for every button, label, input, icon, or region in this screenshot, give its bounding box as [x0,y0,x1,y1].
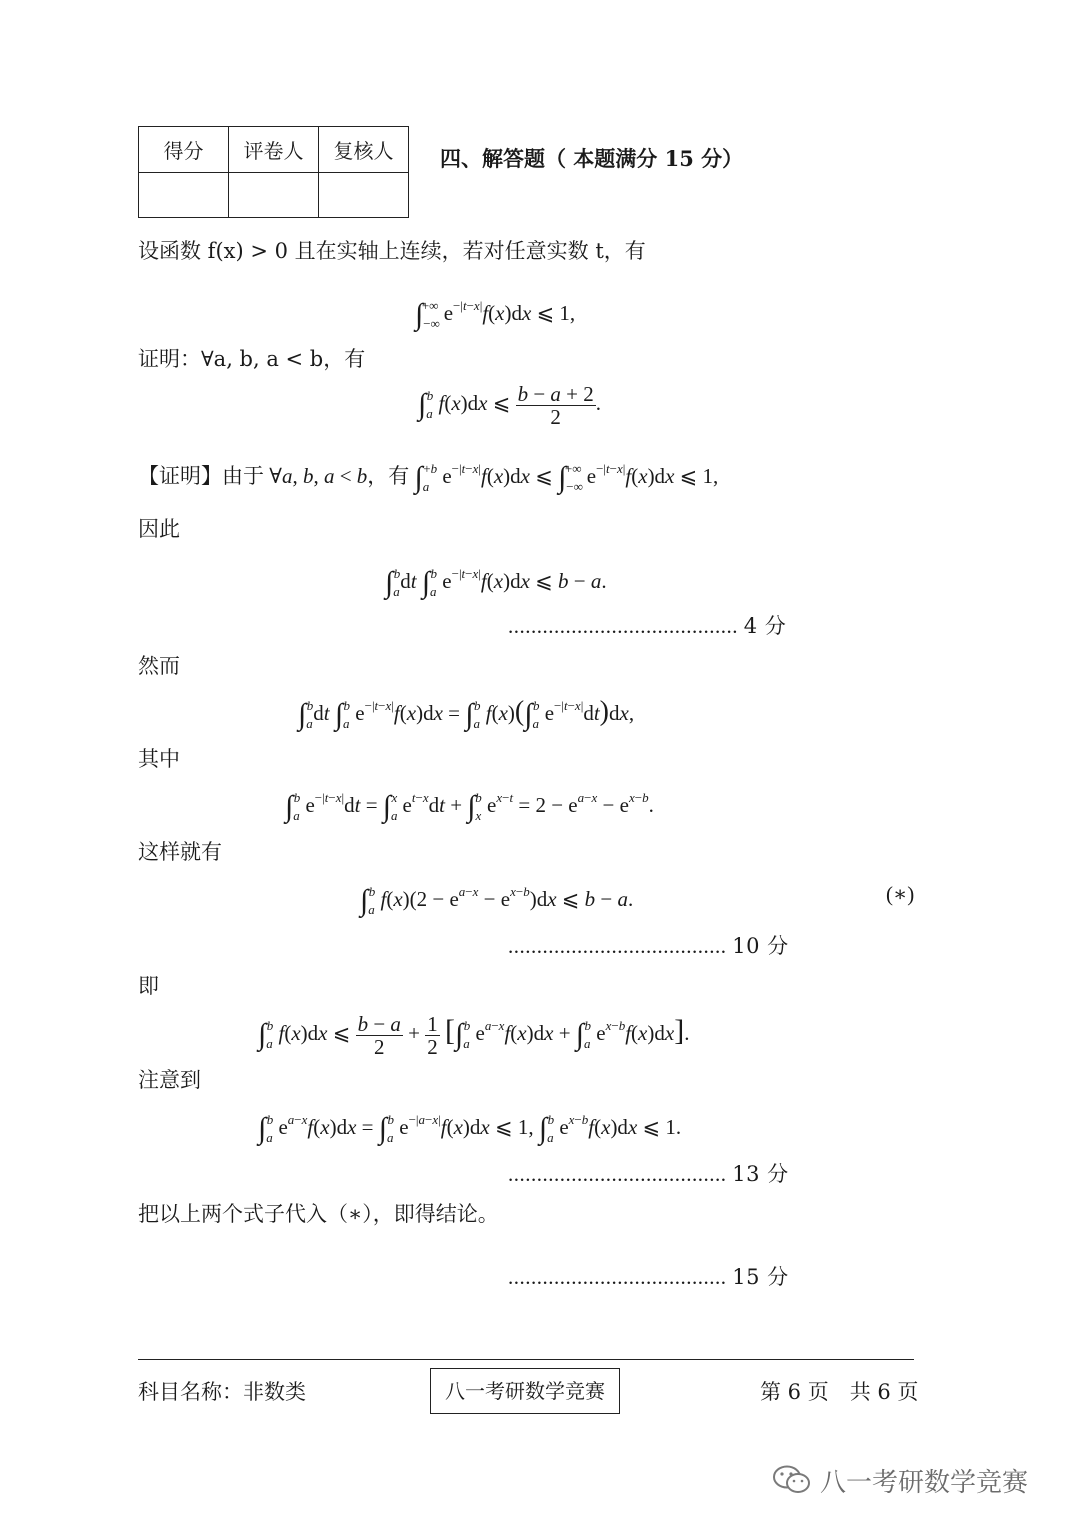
proof-line-8: 把以上两个式子代入（∗），即得结论。 [138,1202,499,1226]
footer-subject: 科目名称：非数类 [138,1380,306,1404]
proof-line-7: 注意到 [138,1068,201,1092]
equation-7: $\int_a^b$ f(x)dx ⩽ $\frac{b - a}{2}$ + $\frac{1}{2}$ [$\int_a^b$ $e^{a-x}f(x)dx + \int_a^b$ $e^{x-b}f(x)dx$]. [258,1011,690,1059]
footer-divider [138,1359,914,1360]
grader-header: 评卷人 [229,127,319,173]
proof-line-4: 其中 [138,747,180,771]
equation-1: $\int_{-\infty}^{+\infty}$ $e^{-|t-x|}f(x)dx$ ⩽ 1, [415,298,576,331]
score-cell[interactable] [139,173,229,218]
reviewer-header: 复核人 [319,127,409,173]
watermark-text: 八一考研数学竞赛 [820,1468,1029,1498]
equation-4: $\int_a^bdt$ $\int_a^b$ $e^{-|t-x|}f(x)dx = \int_a^b$ $f(x)(\int_a^b$ $e^{-|t-x|}dt)dx$, [298,696,635,731]
proof-line-2: 因此 [138,517,180,541]
reviewer-cell[interactable] [319,173,409,218]
problem-line-2: 证明：∀a, b, a < b，有 [138,347,366,371]
wechat-icon [772,1464,812,1503]
equation-6: $\int_a^b$ $f(x)(2 - e^{a-x} - e^{x-b})dx$ ⩽ b − a. [360,884,634,917]
grader-cell[interactable] [229,173,319,218]
section-title: 四、解答题（ 本题满分 15 分） [440,146,744,171]
proof-line-5: 这样就有 [138,840,222,864]
score-marker-13: ...................................... 13 分 [508,1162,789,1186]
equation-tag: (∗) [886,882,915,906]
score-marker-15: ...................................... 15 分 [508,1265,789,1289]
footer-title-box: 八一考研数学竞赛 [430,1368,620,1414]
proof-line-3: 然而 [138,654,180,678]
score-header: 得分 [139,127,229,173]
equation-8: $\int_a^b$ $e^{a-x}f(x)dx = \int_a^b$ $e^{-|a-x|}f(x)dx$ ⩽ 1, $\int_a^b$ $e^{x-b}f(x)dx$ ⩽ 1. [258,1112,682,1145]
equation-3: $\int_a^bdt$ $\int_a^b$ $e^{-|t-x|}f(x)dx$ ⩽ b − a. [385,566,607,599]
footer-page-number: 第 6 页 共 6 页 [760,1380,919,1404]
proof-line-6: 即 [138,974,159,998]
problem-line-1: 设函数 f(x) > 0 且在实轴上连续，若对任意实数 t，有 [138,239,646,263]
watermark [772,1462,1028,1503]
score-table [138,126,409,218]
equation-5: $\int_a^b$ $e^{-|t-x|}dt = \int_a^x$ $e^{t-x}dt + \int_x^b$ $e^{x-t} = 2 - e^{a-x} - e^{x-b}$. [285,790,654,823]
score-marker-4: ........................................ 4 分 [508,614,787,638]
equation-2: $\int_a^b$ f(x)dx ⩽ $\frac{b - a + 2}{2}$ . [418,381,602,429]
score-marker-10: ...................................... 10 分 [508,934,789,958]
proof-line-1: 【证明】由于 ∀a, b, a < b，有 $\int_a^{+b}$ $e^{-|t-x|}f(x)dx$ ⩽ $\int_{-\infty}^{+\infty}$ $e^{-|t-x|}f(x)dx$ ⩽ 1, [138,461,719,494]
